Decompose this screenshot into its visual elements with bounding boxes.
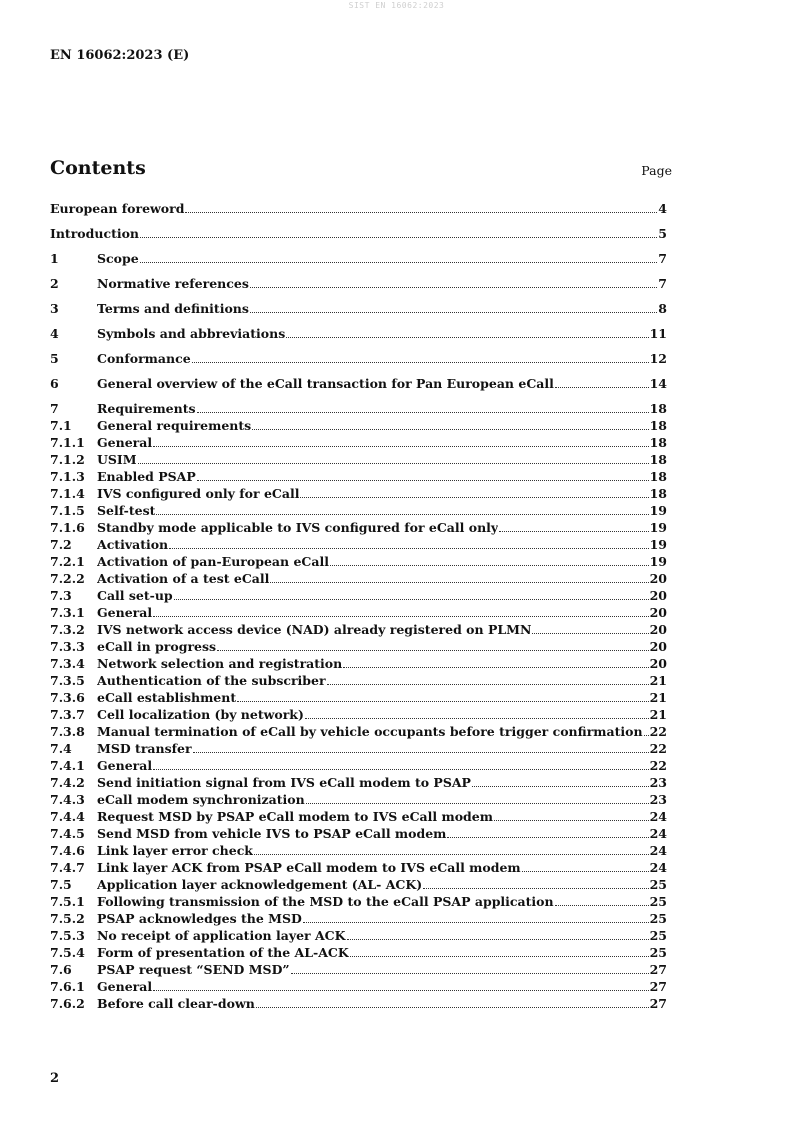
toc-entry[interactable] xyxy=(50,554,667,571)
toc-dot-leader xyxy=(305,718,649,719)
toc-entry-title: Conformance xyxy=(97,351,191,366)
toc-dot-leader xyxy=(522,871,649,872)
toc-dot-leader xyxy=(286,337,648,338)
toc-entry-title: General xyxy=(97,435,153,450)
toc-entry-title: Normative references xyxy=(97,276,249,291)
toc-entry-number: 4 xyxy=(50,326,59,341)
watermark: SIST EN 16062:2023 xyxy=(348,1,445,10)
toc-entry-number: 7.1.6 xyxy=(50,520,85,535)
toc-entry-page: 18 xyxy=(649,486,667,501)
toc-entry-page: 20 xyxy=(649,622,667,637)
toc-entry-page: 23 xyxy=(649,792,667,807)
toc-entry-title: Introduction xyxy=(50,226,140,241)
toc-entry-number: 7.3.3 xyxy=(50,639,85,654)
toc-dot-leader xyxy=(343,667,648,668)
toc-entry[interactable] xyxy=(50,911,667,928)
toc-dot-leader xyxy=(217,650,649,651)
toc-entry-page: 19 xyxy=(649,520,667,535)
toc-entry-title: General xyxy=(97,758,153,773)
toc-entry-page: 21 xyxy=(649,690,667,705)
toc-dot-leader xyxy=(300,497,648,498)
toc-entry[interactable] xyxy=(50,301,667,326)
toc-entry-page: 25 xyxy=(649,894,667,909)
toc-entry-number: 7.4.3 xyxy=(50,792,85,807)
toc-entry-title: No receipt of application layer ACK xyxy=(97,928,346,943)
toc-entry-title: IVS configured only for eCall xyxy=(97,486,300,501)
toc-entry[interactable] xyxy=(50,962,667,979)
toc-entry-title: Send MSD from vehicle IVS to PSAP eCall modem xyxy=(97,826,447,841)
toc-entry-title: European foreword xyxy=(50,201,185,216)
toc-entry-title: Before call clear-down xyxy=(97,996,255,1011)
toc-entry-page: 23 xyxy=(649,775,667,790)
toc-entry-page: 20 xyxy=(649,605,667,620)
toc-entry-page: 18 xyxy=(649,418,667,433)
toc-entry-number: 7.6.1 xyxy=(50,979,85,994)
toc-entry-title: Requirements xyxy=(97,401,196,416)
toc-entry-title: Send initiation signal from IVS eCall modem to PSAP xyxy=(97,775,471,790)
toc-entry-page: 27 xyxy=(649,996,667,1011)
toc-entry-number: 7.2.2 xyxy=(50,571,85,586)
toc-entry[interactable] xyxy=(50,690,667,707)
toc-entry-page: 24 xyxy=(649,809,667,824)
toc-entry-page: 5 xyxy=(658,226,667,241)
toc-entry-page: 12 xyxy=(649,351,667,366)
toc-dot-leader xyxy=(555,387,649,388)
toc-entry-title: Following transmission of the MSD to the eCall PSAP application xyxy=(97,894,554,909)
toc-dot-leader xyxy=(153,616,648,617)
toc-dot-leader xyxy=(169,548,648,549)
toc-entry[interactable] xyxy=(50,860,667,877)
toc-entry[interactable] xyxy=(50,588,667,605)
toc-entry-page: 21 xyxy=(649,673,667,688)
toc-entry-title: Manual termination of eCall by vehicle occupants before trigger confirmation xyxy=(97,724,643,739)
toc-dot-leader xyxy=(423,888,648,889)
toc-dot-leader xyxy=(193,752,649,753)
toc-entry[interactable] xyxy=(50,843,667,860)
toc-entry-number: 7.3.1 xyxy=(50,605,85,620)
toc-entry[interactable] xyxy=(50,351,667,376)
toc-entry-number: 7.4.5 xyxy=(50,826,85,841)
toc-entry-number: 7.3.5 xyxy=(50,673,85,688)
toc-dot-leader xyxy=(185,212,657,213)
toc-entry-page: 22 xyxy=(649,741,667,756)
toc-entry-page: 27 xyxy=(649,979,667,994)
toc-entry-page: 7 xyxy=(658,276,667,291)
toc-entry-title: Symbols and abbreviations xyxy=(97,326,286,341)
toc-dot-leader xyxy=(330,565,649,566)
toc-entry-page: 7 xyxy=(658,251,667,266)
toc-entry-title: IVS network access device (NAD) already registered on PLMN xyxy=(97,622,532,637)
toc-entry-number: 2 xyxy=(50,276,59,291)
toc-entry-number: 7.1.2 xyxy=(50,452,85,467)
toc-entry-title: General overview of the eCall transaction for Pan European eCall xyxy=(97,376,554,391)
toc-dot-leader xyxy=(153,446,648,447)
toc-dot-leader xyxy=(252,429,648,430)
toc-entry-title: Link layer error check xyxy=(97,843,253,858)
toc-entry-title: eCall modem synchronization xyxy=(97,792,305,807)
toc-entry-title: Enabled PSAP xyxy=(97,469,196,484)
toc-entry[interactable] xyxy=(50,775,667,792)
toc-entry-number: 7.1.5 xyxy=(50,503,85,518)
contents-heading: Contents xyxy=(50,157,146,179)
document-identifier: EN 16062:2023 (E) xyxy=(50,48,190,63)
toc-entry-title: Authentication of the subscriber xyxy=(97,673,326,688)
toc-dot-leader xyxy=(532,633,648,634)
toc-entry-page: 27 xyxy=(649,962,667,977)
toc-entry-page: 21 xyxy=(649,707,667,722)
toc-dot-leader xyxy=(140,262,658,263)
toc-entry[interactable] xyxy=(50,928,667,945)
toc-entry-number: 7.4.2 xyxy=(50,775,85,790)
toc-entry-page: 22 xyxy=(649,724,667,739)
toc-entry-page: 25 xyxy=(649,877,667,892)
toc-entry[interactable] xyxy=(50,418,667,435)
toc-entry[interactable] xyxy=(50,401,667,418)
toc-entry-page: 4 xyxy=(658,201,667,216)
toc-entry[interactable] xyxy=(50,707,667,724)
toc-entry-page: 8 xyxy=(658,301,667,316)
toc-entry[interactable] xyxy=(50,639,667,656)
toc-entry-number: 7.3.6 xyxy=(50,690,85,705)
toc-entry[interactable] xyxy=(50,537,667,554)
toc-entry-page: 19 xyxy=(649,503,667,518)
toc-dot-leader xyxy=(254,854,649,855)
toc-entry-number: 7.2.1 xyxy=(50,554,85,569)
toc-entry-title: eCall in progress xyxy=(97,639,217,654)
toc-entry-page: 18 xyxy=(649,469,667,484)
toc-entry-title: Scope xyxy=(97,251,139,266)
toc-entry-page: 20 xyxy=(649,588,667,603)
toc-entry[interactable] xyxy=(50,520,667,537)
toc-entry-number: 7.5.2 xyxy=(50,911,85,926)
toc-entry[interactable] xyxy=(50,503,667,520)
toc-entry-number: 7.1.3 xyxy=(50,469,85,484)
toc-entry-number: 7.5.3 xyxy=(50,928,85,943)
toc-dot-leader xyxy=(197,480,649,481)
toc-entry-page: 25 xyxy=(649,945,667,960)
toc-entry-title: Terms and definitions xyxy=(97,301,249,316)
toc-entry[interactable] xyxy=(50,376,667,401)
toc-dot-leader xyxy=(447,837,648,838)
toc-entry-page: 18 xyxy=(649,401,667,416)
toc-entry-title: Application layer acknowledgement (AL- ACK) xyxy=(97,877,423,892)
toc-entry-number: 7.4.4 xyxy=(50,809,85,824)
toc-entry[interactable] xyxy=(50,673,667,690)
toc-entry-title: PSAP request “SEND MSD” xyxy=(97,962,290,977)
toc-dot-leader xyxy=(153,990,648,991)
toc-entry-page: 18 xyxy=(649,435,667,450)
toc-entry-title: Self-test xyxy=(97,503,156,518)
toc-entry-title: Form of presentation of the AL-ACK xyxy=(97,945,349,960)
toc-entry-number: 7.6 xyxy=(50,962,72,977)
toc-entry-number: 7.3.8 xyxy=(50,724,85,739)
toc-entry[interactable] xyxy=(50,894,667,911)
toc-entry-number: 7.3 xyxy=(50,588,72,603)
table-of-contents xyxy=(50,201,667,1013)
toc-entry-title: PSAP acknowledges the MSD xyxy=(97,911,302,926)
toc-entry[interactable] xyxy=(50,945,667,962)
toc-entry-number: 7.2 xyxy=(50,537,72,552)
toc-entry[interactable] xyxy=(50,469,667,486)
toc-entry-number: 7.5.1 xyxy=(50,894,85,909)
toc-entry-title: MSD transfer xyxy=(97,741,192,756)
toc-entry[interactable] xyxy=(50,605,667,622)
toc-entry-number: 7.3.2 xyxy=(50,622,85,637)
toc-entry[interactable] xyxy=(50,724,667,741)
toc-entry[interactable] xyxy=(50,622,667,639)
toc-dot-leader xyxy=(237,701,648,702)
toc-dot-leader xyxy=(499,531,648,532)
toc-entry-number: 6 xyxy=(50,376,59,391)
toc-entry-title: eCall establishment xyxy=(97,690,237,705)
toc-entry[interactable] xyxy=(50,201,667,226)
toc-entry-number: 7.3.4 xyxy=(50,656,85,671)
toc-entry[interactable] xyxy=(50,571,667,588)
toc-dot-leader xyxy=(250,312,657,313)
toc-entry-title: Call set-up xyxy=(97,588,173,603)
toc-entry-page: 25 xyxy=(649,928,667,943)
toc-entry-title: General xyxy=(97,605,153,620)
toc-entry[interactable] xyxy=(50,826,667,843)
toc-entry[interactable] xyxy=(50,452,667,469)
toc-entry-page: 25 xyxy=(649,911,667,926)
toc-entry-title: General requirements xyxy=(97,418,252,433)
toc-entry-title: Standby mode applicable to IVS configured for eCall only xyxy=(97,520,499,535)
toc-dot-leader xyxy=(472,786,649,787)
toc-entry-page: 19 xyxy=(649,554,667,569)
toc-entry[interactable] xyxy=(50,996,667,1013)
toc-dot-leader xyxy=(250,287,657,288)
toc-dot-leader xyxy=(494,820,649,821)
toc-dot-leader xyxy=(153,769,648,770)
toc-entry[interactable] xyxy=(50,758,667,775)
toc-entry[interactable] xyxy=(50,741,667,758)
toc-dot-leader xyxy=(174,599,649,600)
toc-dot-leader xyxy=(197,412,649,413)
toc-dot-leader xyxy=(644,735,649,736)
toc-entry-number: 7.1.4 xyxy=(50,486,85,501)
toc-entry-page: 24 xyxy=(649,843,667,858)
toc-entry-page: 14 xyxy=(649,376,667,391)
toc-entry[interactable] xyxy=(50,656,667,673)
toc-dot-leader xyxy=(192,362,649,363)
toc-dot-leader xyxy=(156,514,648,515)
toc-entry-number: 7.4 xyxy=(50,741,72,756)
toc-dot-leader xyxy=(270,582,648,583)
toc-entry-title: Network selection and registration xyxy=(97,656,343,671)
toc-entry-title: Link layer ACK from PSAP eCall modem to IVS eCall modem xyxy=(97,860,521,875)
toc-entry-number: 7.3.7 xyxy=(50,707,85,722)
toc-entry-number: 7.4.1 xyxy=(50,758,85,773)
toc-entry-number: 5 xyxy=(50,351,59,366)
toc-entry-page: 24 xyxy=(649,860,667,875)
toc-entry[interactable] xyxy=(50,792,667,809)
toc-entry-title: General xyxy=(97,979,153,994)
toc-entry-number: 7.1.1 xyxy=(50,435,85,450)
toc-entry-number: 7.5.4 xyxy=(50,945,85,960)
toc-entry[interactable] xyxy=(50,809,667,826)
toc-entry-title: Cell localization (by network) xyxy=(97,707,304,722)
toc-entry[interactable] xyxy=(50,979,667,996)
toc-entry-page: 11 xyxy=(649,326,667,341)
toc-dot-leader xyxy=(347,939,649,940)
toc-entry-number: 7.1 xyxy=(50,418,72,433)
toc-dot-leader xyxy=(327,684,649,685)
toc-entry-page: 20 xyxy=(649,639,667,654)
toc-entry-page: 22 xyxy=(649,758,667,773)
toc-dot-leader xyxy=(303,922,649,923)
toc-entry-number: 7.5 xyxy=(50,877,72,892)
toc-dot-leader xyxy=(256,1007,649,1008)
toc-entry-number: 7.6.2 xyxy=(50,996,85,1011)
page-number: 2 xyxy=(50,1071,60,1086)
toc-entry[interactable] xyxy=(50,226,667,251)
toc-entry[interactable] xyxy=(50,435,667,452)
toc-dot-leader xyxy=(291,973,649,974)
toc-entry-number: 3 xyxy=(50,301,59,316)
toc-entry-page: 20 xyxy=(649,571,667,586)
toc-entry-title: Activation xyxy=(97,537,169,552)
toc-entry-page: 18 xyxy=(649,452,667,467)
toc-entry-title: Activation of a test eCall xyxy=(97,571,270,586)
toc-entry-number: 7 xyxy=(50,401,59,416)
toc-entry-number: 7.4.6 xyxy=(50,843,85,858)
toc-entry-title: USIM xyxy=(97,452,137,467)
toc-dot-leader xyxy=(138,463,649,464)
toc-dot-leader xyxy=(306,803,649,804)
toc-entry-number: 7.4.7 xyxy=(50,860,85,875)
toc-entry-title: Request MSD by PSAP eCall modem to IVS eCall modem xyxy=(97,809,493,824)
toc-entry-page: 20 xyxy=(649,656,667,671)
toc-entry-page: 24 xyxy=(649,826,667,841)
toc-entry[interactable] xyxy=(50,486,667,503)
toc-dot-leader xyxy=(555,905,649,906)
toc-entry[interactable] xyxy=(50,326,667,351)
toc-entry[interactable] xyxy=(50,276,667,301)
toc-dot-leader xyxy=(140,237,657,238)
toc-dot-leader xyxy=(350,956,649,957)
toc-entry-page: 19 xyxy=(649,537,667,552)
toc-entry[interactable] xyxy=(50,877,667,894)
page-column-label: Page xyxy=(641,163,672,178)
toc-entry-number: 1 xyxy=(50,251,59,266)
toc-entry[interactable] xyxy=(50,251,667,276)
toc-entry-title: Activation of pan-European eCall xyxy=(97,554,329,569)
